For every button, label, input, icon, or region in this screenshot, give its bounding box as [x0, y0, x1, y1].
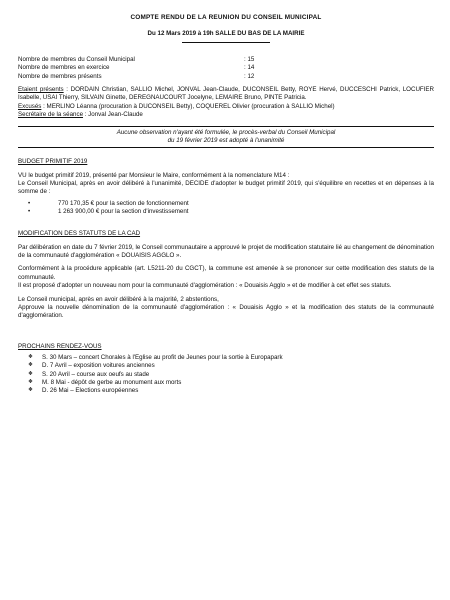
present-members: [18, 86, 434, 103]
statuts-paragraph: Approuve la nouvelle dénomination de la communauté d'agglomération : « Douaisis Agglo » et la modification des statuts de la communauté d'agglomération.: [18, 303, 434, 320]
rendezvous-list: [18, 354, 434, 396]
observation-line: du 19 février 2019 est adopté à l'unanimité: [167, 136, 285, 144]
list-item-text: 1 263 900,00 € pour la section d'investissement: [58, 208, 189, 216]
diamond-bullet-icon: ❖: [28, 362, 34, 369]
count-row: [18, 64, 434, 72]
document-title: COMPTE RENDU DE LA REUNION DU CONSEIL MUNICIPAL: [130, 14, 322, 21]
list-item-text: S. 30 Mars – concert Chorales à l'Eglise au profit de Jeunes pour la sortie à Europapark: [42, 353, 283, 361]
count-label: Nombre de membres en exercice: [18, 64, 110, 72]
excused-label: Excusés: [18, 102, 42, 110]
meeting-date: Du 12 Mars 2019 à 19h SALLE DU BAS DE LA MAIRIE: [147, 29, 305, 37]
section-heading: BUDGET PRIMITIF 2019: [18, 158, 88, 166]
count-value: : 15: [244, 56, 255, 63]
diamond-bullet-icon: ❖: [28, 370, 34, 377]
member-counts: [18, 56, 434, 81]
list-item-text: D. 7 Avril – exposition voitures anciennes: [42, 362, 155, 370]
divider: [182, 42, 270, 43]
observation-box: [18, 126, 434, 149]
secretary-name: : Jonval Jean-Claude: [83, 111, 143, 119]
list-item-text: M. 8 Mai - dépôt de gerbe au monument aux morts: [42, 379, 182, 387]
statuts-section: [18, 230, 434, 320]
count-row: [18, 56, 434, 64]
section-heading: MODIFICATION DES STATUTS DE LA CAD: [18, 230, 141, 238]
observation-line: Aucune observation n'ayant été formulée, le procès-verbal du Conseil Municipal: [116, 128, 336, 136]
count-row: [18, 73, 434, 81]
list-item: [28, 362, 434, 370]
excused-members: [18, 103, 434, 111]
diamond-bullet-icon: ❖: [28, 353, 34, 360]
statuts-paragraph: Il est proposé d'adopter un nouveau nom pour la communauté d'agglomération : « Douaisis Agglo » et de modifier à cet effet ses statuts.: [18, 282, 392, 290]
list-item-text: D. 26 Mai – Elections européennes: [42, 387, 139, 395]
count-label: Nombre de membres présents: [18, 72, 102, 80]
budget-paragraph: VU le budget primitif 2019, présenté par Monsieur le Maire, conformément à la nomenclature M14 : Le Conseil Municipal, après en avoir délibéré à l'unanimité, DECIDE d'adopter le budget primitif 2019, qui s'équilibre en recettes et en dépenses à la somme de :: [18, 171, 434, 196]
list-item-text: S. 20 Avril – course aux oeufs au stade: [42, 370, 150, 378]
list-item: [28, 371, 434, 379]
list-item: [28, 387, 434, 395]
list-item-text: 770 170,35 € pour la section de fonctionnement: [58, 199, 189, 207]
bullet-icon: •: [28, 199, 31, 207]
diamond-bullet-icon: ❖: [28, 379, 34, 386]
count-value: : 12: [244, 72, 255, 80]
bullet-icon: •: [28, 208, 31, 216]
document-page: [18, 14, 434, 396]
statuts-paragraph: Par délibération en date du 7 février 2019, le Conseil communautaire a approuvé le projet de modification statutaire lié au changement de dénomination de la communauté d'agglomération « DOUAISIS AGGLO ».: [18, 243, 434, 260]
list-item: [28, 208, 434, 216]
statuts-paragraph: Le Conseil municipal, après en avoir délibéré à la majorité, 2 abstentions,: [18, 295, 219, 303]
session-secretary: [18, 111, 434, 119]
present-list: : DORDAIN Christian, SALLIO Michel, JONVAL Jean-Claude, DUCONSEIL Betty, ROYE Hervé, DUCCESCHI Patrick, LOCUFIER Isabelle, USAI Thierry, SILVAIN Ginette, DEREGNAUCOURT Jocelyne, LEMAIRE Bruno, PINTE Patricia.: [18, 86, 435, 102]
rendezvous-section: [18, 343, 434, 396]
list-item: [28, 200, 434, 208]
secretary-label: Secrétaire de la séance: [18, 111, 84, 119]
statuts-paragraph: Conformément à la procédure applicable (art. L5211-20 du CGCT), la commune est amenée à se prononcer sur cette modification des statuts de la communauté.: [18, 265, 434, 281]
list-item: [28, 379, 434, 387]
count-value: : 14: [244, 64, 255, 72]
count-label: Nombre de membres du Conseil Municipal: [18, 56, 135, 63]
budget-section: [18, 158, 434, 216]
budget-list: [18, 200, 434, 217]
section-heading: PROCHAINS RENDEZ-VOUS: [18, 342, 102, 350]
diamond-bullet-icon: ❖: [28, 387, 34, 394]
present-label: Etaient présents: [18, 86, 64, 94]
excused-list: : MERLINO Léanna (procuration à DUCONSEIL Betty), COQUEREL Olivier (procuration à SALLIO Michel): [41, 102, 335, 110]
list-item: [28, 354, 434, 362]
